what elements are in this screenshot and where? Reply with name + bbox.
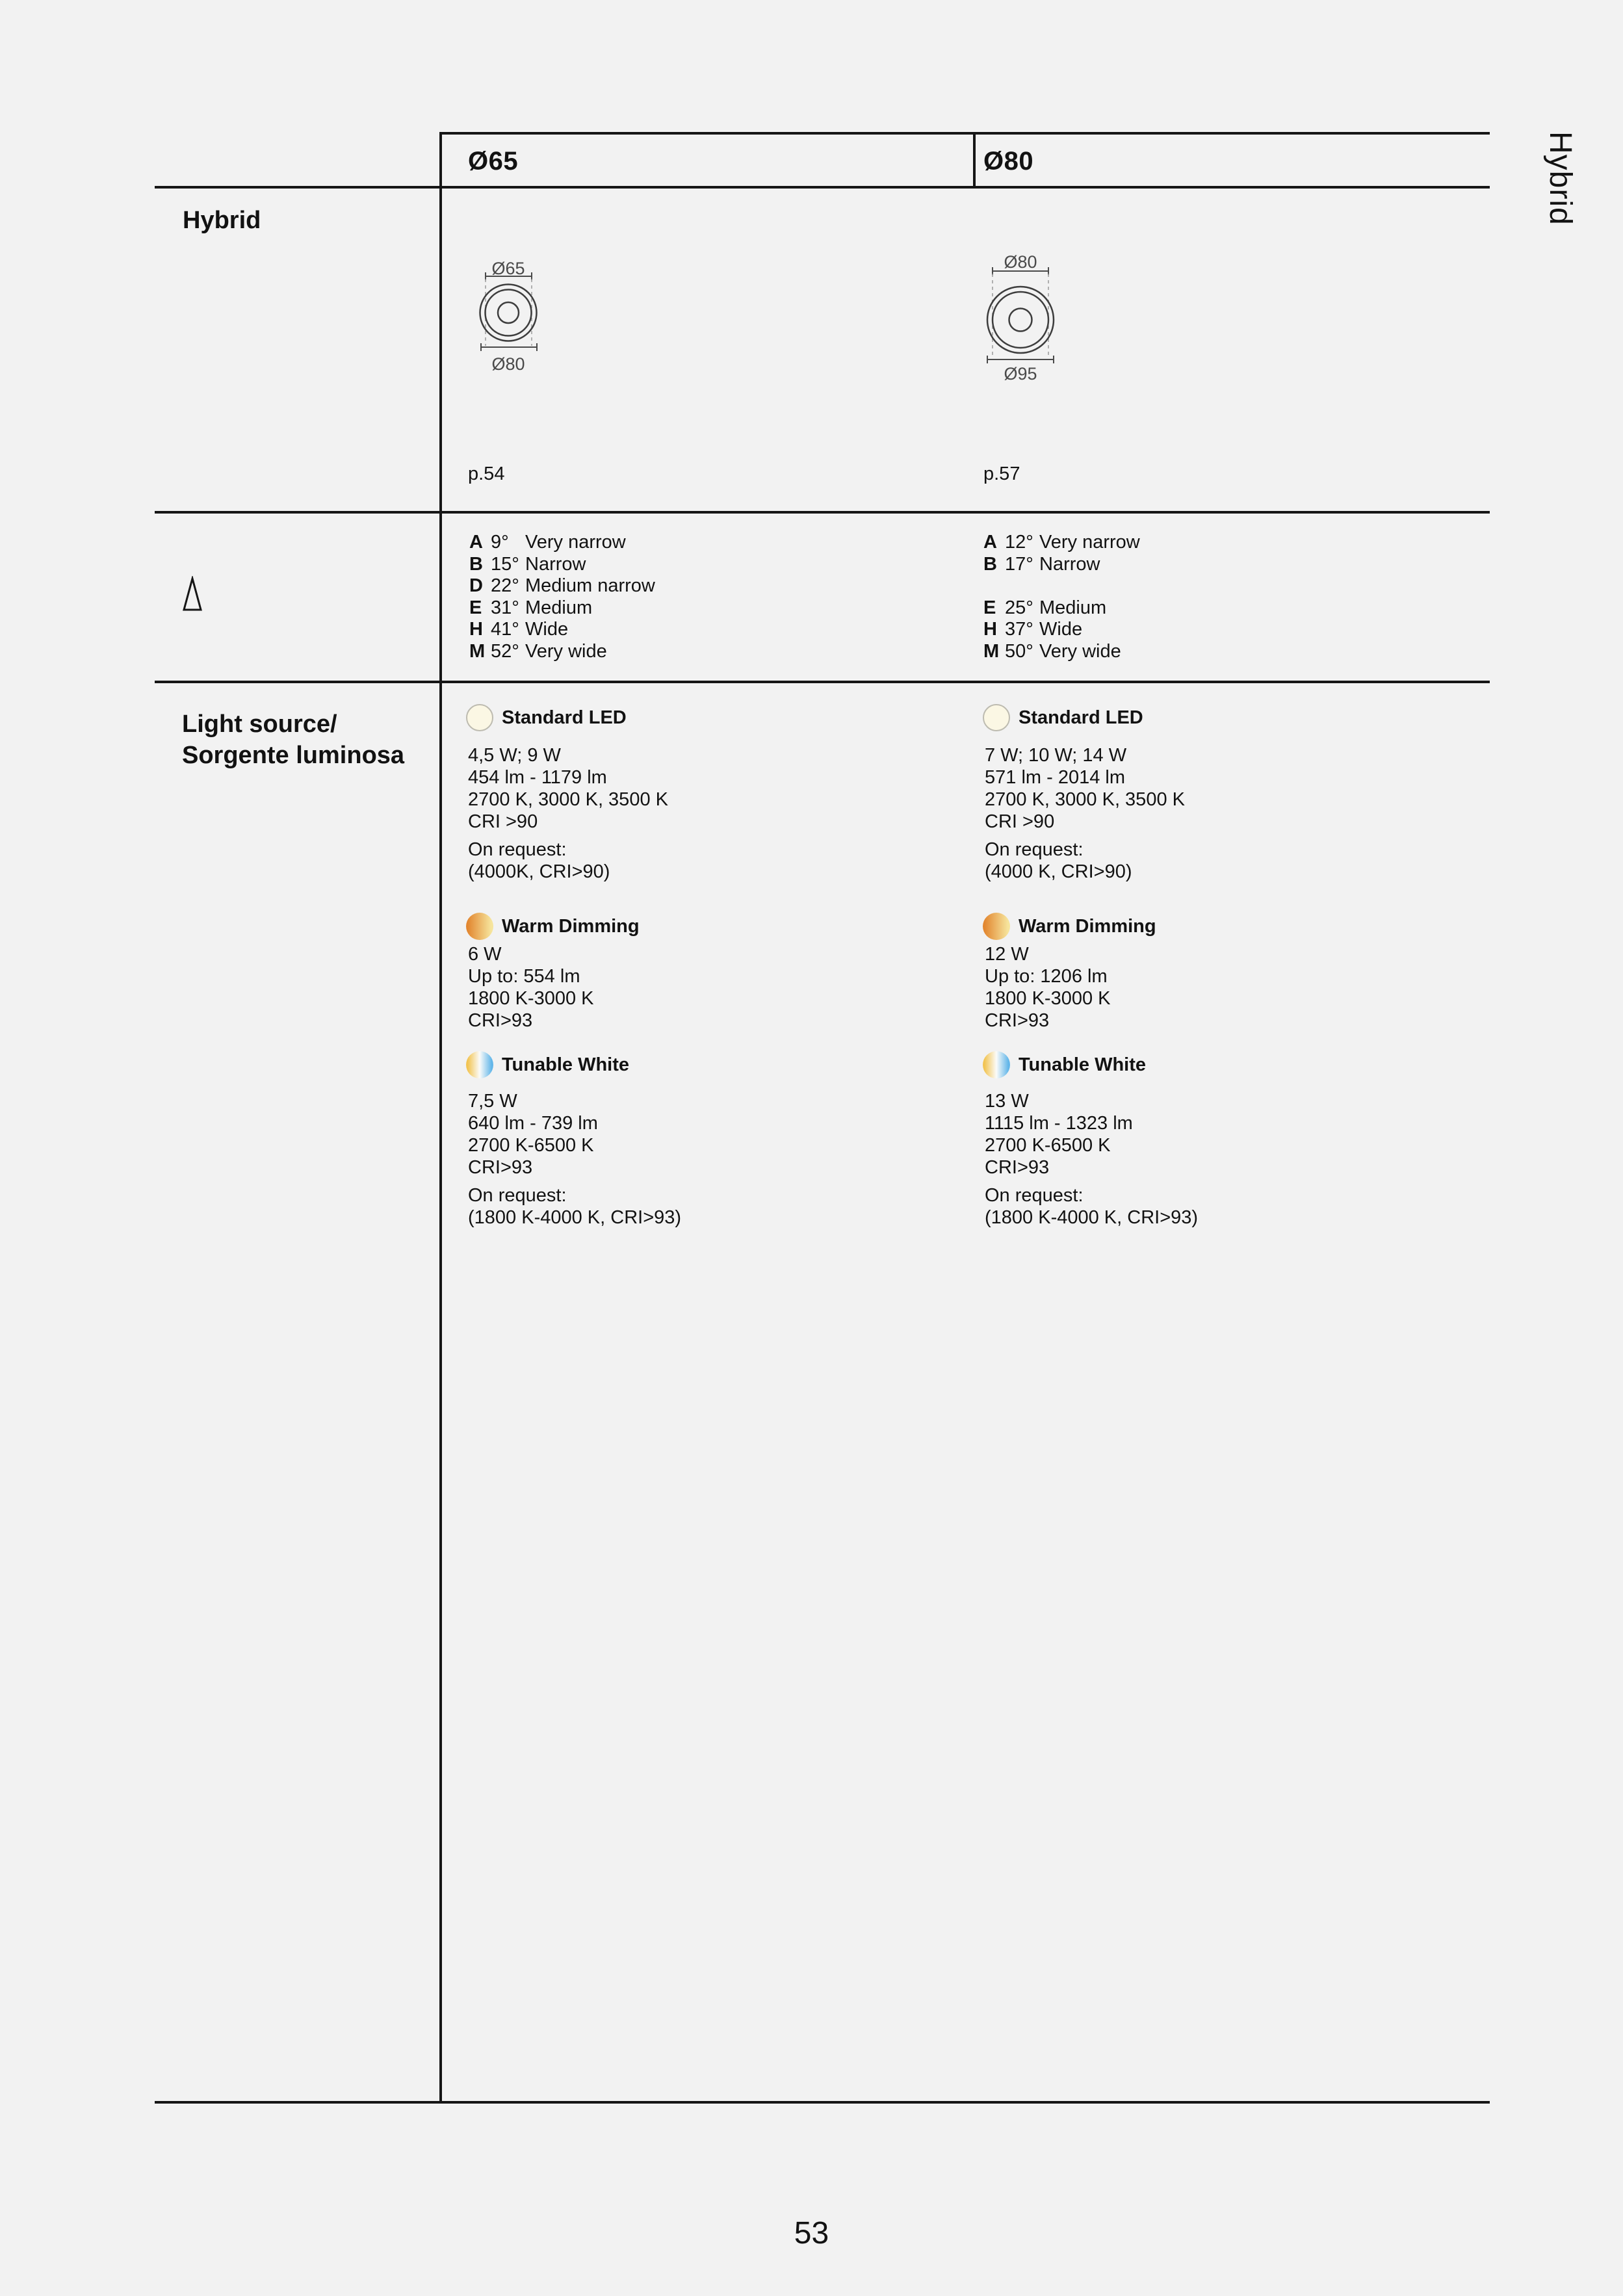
- beam-row: [983, 597, 1140, 620]
- light-block-warm-dimming-col2: [983, 913, 1451, 1032]
- standard-led-icon: [983, 704, 1010, 731]
- spec-line: On request:: [468, 1185, 567, 1206]
- beam-angle: 9°: [491, 532, 509, 553]
- spec-line: On request:: [985, 839, 1084, 860]
- light-block-standard-led-col1: [466, 704, 934, 883]
- beam-code: M: [983, 640, 1000, 662]
- spec-line: 7,5 W: [468, 1091, 517, 1112]
- spec-line: 640 lm - 739 lm: [468, 1113, 598, 1134]
- light-block-title: Standard LED: [1019, 707, 1143, 728]
- light-block-standard-led-col2: [983, 704, 1451, 883]
- light-source-section-label: [182, 709, 404, 771]
- spec-line: (4000 K, CRI>90): [985, 861, 1132, 882]
- beam-row: [469, 575, 655, 597]
- beam-name: Very wide: [525, 640, 607, 662]
- beam-angle: 22°: [491, 575, 519, 596]
- beam-name: Very narrow: [1039, 532, 1140, 553]
- column-header-d80: Ø80: [983, 147, 1034, 176]
- light-block-title: Standard LED: [502, 707, 627, 728]
- spec-line: 2700 K, 3000 K, 3500 K: [985, 789, 1185, 810]
- beam-angle: 31°: [491, 597, 519, 618]
- spec-line: 2700 K-6500 K: [468, 1135, 594, 1156]
- beam-angle: 37°: [1005, 619, 1033, 640]
- diagram-dim-bottom-col1: Ø80: [491, 354, 525, 374]
- light-block-warm-dimming-col1: [466, 913, 934, 1032]
- light-block-tunable-white-col2: [983, 1051, 1451, 1229]
- tunable-white-icon: [983, 1051, 1010, 1078]
- beam-name: Narrow: [525, 553, 586, 575]
- beam-code: H: [983, 619, 997, 640]
- spec-line: CRI>93: [985, 1010, 1050, 1031]
- beam-angle: 15°: [491, 553, 519, 575]
- spec-line: CRI>93: [985, 1157, 1050, 1178]
- beam-code: M: [469, 640, 486, 662]
- beam-code: A: [983, 532, 997, 553]
- diagram-dim-top-col2: Ø80: [1004, 252, 1037, 272]
- spec-line: 1800 K-3000 K: [985, 988, 1111, 1009]
- beam-name: Medium narrow: [525, 575, 655, 596]
- beam-row: [469, 532, 655, 554]
- beam-angle: 52°: [491, 640, 519, 662]
- spec-line: CRI>93: [468, 1010, 533, 1031]
- page-number: 53: [794, 2216, 829, 2250]
- beam-angle: 25°: [1005, 597, 1033, 618]
- beam-name: Medium: [525, 597, 593, 618]
- beam-name: Very wide: [1039, 640, 1121, 662]
- spec-line: 1115 lm - 1323 lm: [985, 1113, 1133, 1134]
- light-block-title: Warm Dimming: [1019, 915, 1156, 937]
- beam-code: A: [469, 532, 483, 553]
- spec-line: (1800 K-4000 K, CRI>93): [468, 1207, 682, 1228]
- beam-code: D: [469, 575, 483, 596]
- light-block-title: Tunable White: [1019, 1054, 1147, 1075]
- beam-code: E: [469, 597, 482, 618]
- column-divider: [439, 132, 442, 2104]
- beam-angle-icon: [182, 576, 208, 615]
- spec-line: (4000K, CRI>90): [468, 861, 610, 882]
- spec-line: 12 W: [985, 944, 1029, 965]
- header-column-divider: [973, 132, 976, 189]
- product-name: Hybrid: [183, 207, 261, 234]
- warm-dimming-icon: [983, 913, 1010, 940]
- diagram-dim-bottom-col2: Ø95: [1004, 364, 1037, 384]
- beam-row: [469, 641, 655, 663]
- beam-name: Wide: [525, 619, 569, 640]
- spec-line: On request:: [985, 1185, 1084, 1206]
- beam-row: [983, 532, 1140, 554]
- spec-line: 571 lm - 2014 lm: [985, 767, 1125, 788]
- beam-table-col1: [469, 532, 655, 662]
- chapter-tab-label: Hybrid: [1543, 131, 1578, 226]
- beam-angle: 17°: [1005, 553, 1033, 575]
- spec-line: 4,5 W; 9 W: [468, 745, 561, 766]
- beam-section-top-rule: [155, 511, 1490, 514]
- beam-row: [469, 597, 655, 620]
- spec-line: 2700 K, 3000 K, 3500 K: [468, 789, 668, 810]
- warm-dimming-icon: [466, 913, 493, 940]
- spec-line: CRI >90: [985, 811, 1055, 832]
- page-ref-col1[interactable]: p.54: [468, 463, 505, 484]
- page-ref-col2[interactable]: p.57: [983, 463, 1020, 484]
- header-top-rule: [439, 132, 1490, 135]
- spec-line: CRI>93: [468, 1157, 533, 1178]
- beam-row: [469, 554, 655, 576]
- beam-code: B: [469, 553, 483, 575]
- spec-line: 1800 K-3000 K: [468, 988, 594, 1009]
- standard-led-icon: [466, 704, 493, 731]
- beam-row: [983, 619, 1140, 641]
- light-source-label-en: Light source/: [182, 711, 337, 738]
- light-block-title: Warm Dimming: [502, 915, 640, 937]
- column-header-d65: Ø65: [468, 147, 519, 176]
- light-block-tunable-white-col1: [466, 1051, 934, 1229]
- beam-name: Wide: [1039, 619, 1083, 640]
- beam-name: Narrow: [1039, 553, 1100, 575]
- beam-name: Medium: [1039, 597, 1107, 618]
- header-bottom-rule: [155, 186, 1490, 189]
- light-block-title: Tunable White: [502, 1054, 630, 1075]
- beam-row: [983, 641, 1140, 663]
- beam-row: [983, 554, 1140, 576]
- page-bottom-rule: [155, 2101, 1490, 2104]
- tunable-white-icon: [466, 1051, 493, 1078]
- beam-code: B: [983, 553, 997, 575]
- spec-line: (1800 K-4000 K, CRI>93): [985, 1207, 1199, 1228]
- spec-line: 6 W: [468, 944, 502, 965]
- spec-line: On request:: [468, 839, 567, 860]
- diagram-dim-top-col1: Ø65: [491, 259, 525, 278]
- beam-code: H: [469, 619, 483, 640]
- beam-row: [469, 619, 655, 641]
- light-source-label-it: Sorgente luminosa: [182, 742, 405, 769]
- beam-angle: 41°: [491, 619, 519, 640]
- beam-name: Very narrow: [525, 532, 626, 553]
- beam-code: E: [983, 597, 996, 618]
- spec-line: 2700 K-6500 K: [985, 1135, 1111, 1156]
- spec-line: Up to: 554 lm: [468, 966, 580, 987]
- spec-line: 454 lm - 1179 lm: [468, 767, 607, 788]
- fixture-front-diagram-col2: [961, 260, 1080, 368]
- beam-angle: 50°: [1005, 640, 1033, 662]
- spec-line: CRI >90: [468, 811, 538, 832]
- beam-section-bottom-rule: [155, 681, 1490, 683]
- beam-table-col2: [983, 532, 1140, 662]
- spec-line: Up to: 1206 lm: [985, 966, 1108, 987]
- beam-row-empty: [983, 575, 1140, 597]
- spec-line: 7 W; 10 W; 14 W: [985, 745, 1127, 766]
- fixture-front-diagram-col1: [448, 265, 568, 356]
- beam-angle: 12°: [1005, 532, 1033, 553]
- spec-line: 13 W: [985, 1091, 1029, 1112]
